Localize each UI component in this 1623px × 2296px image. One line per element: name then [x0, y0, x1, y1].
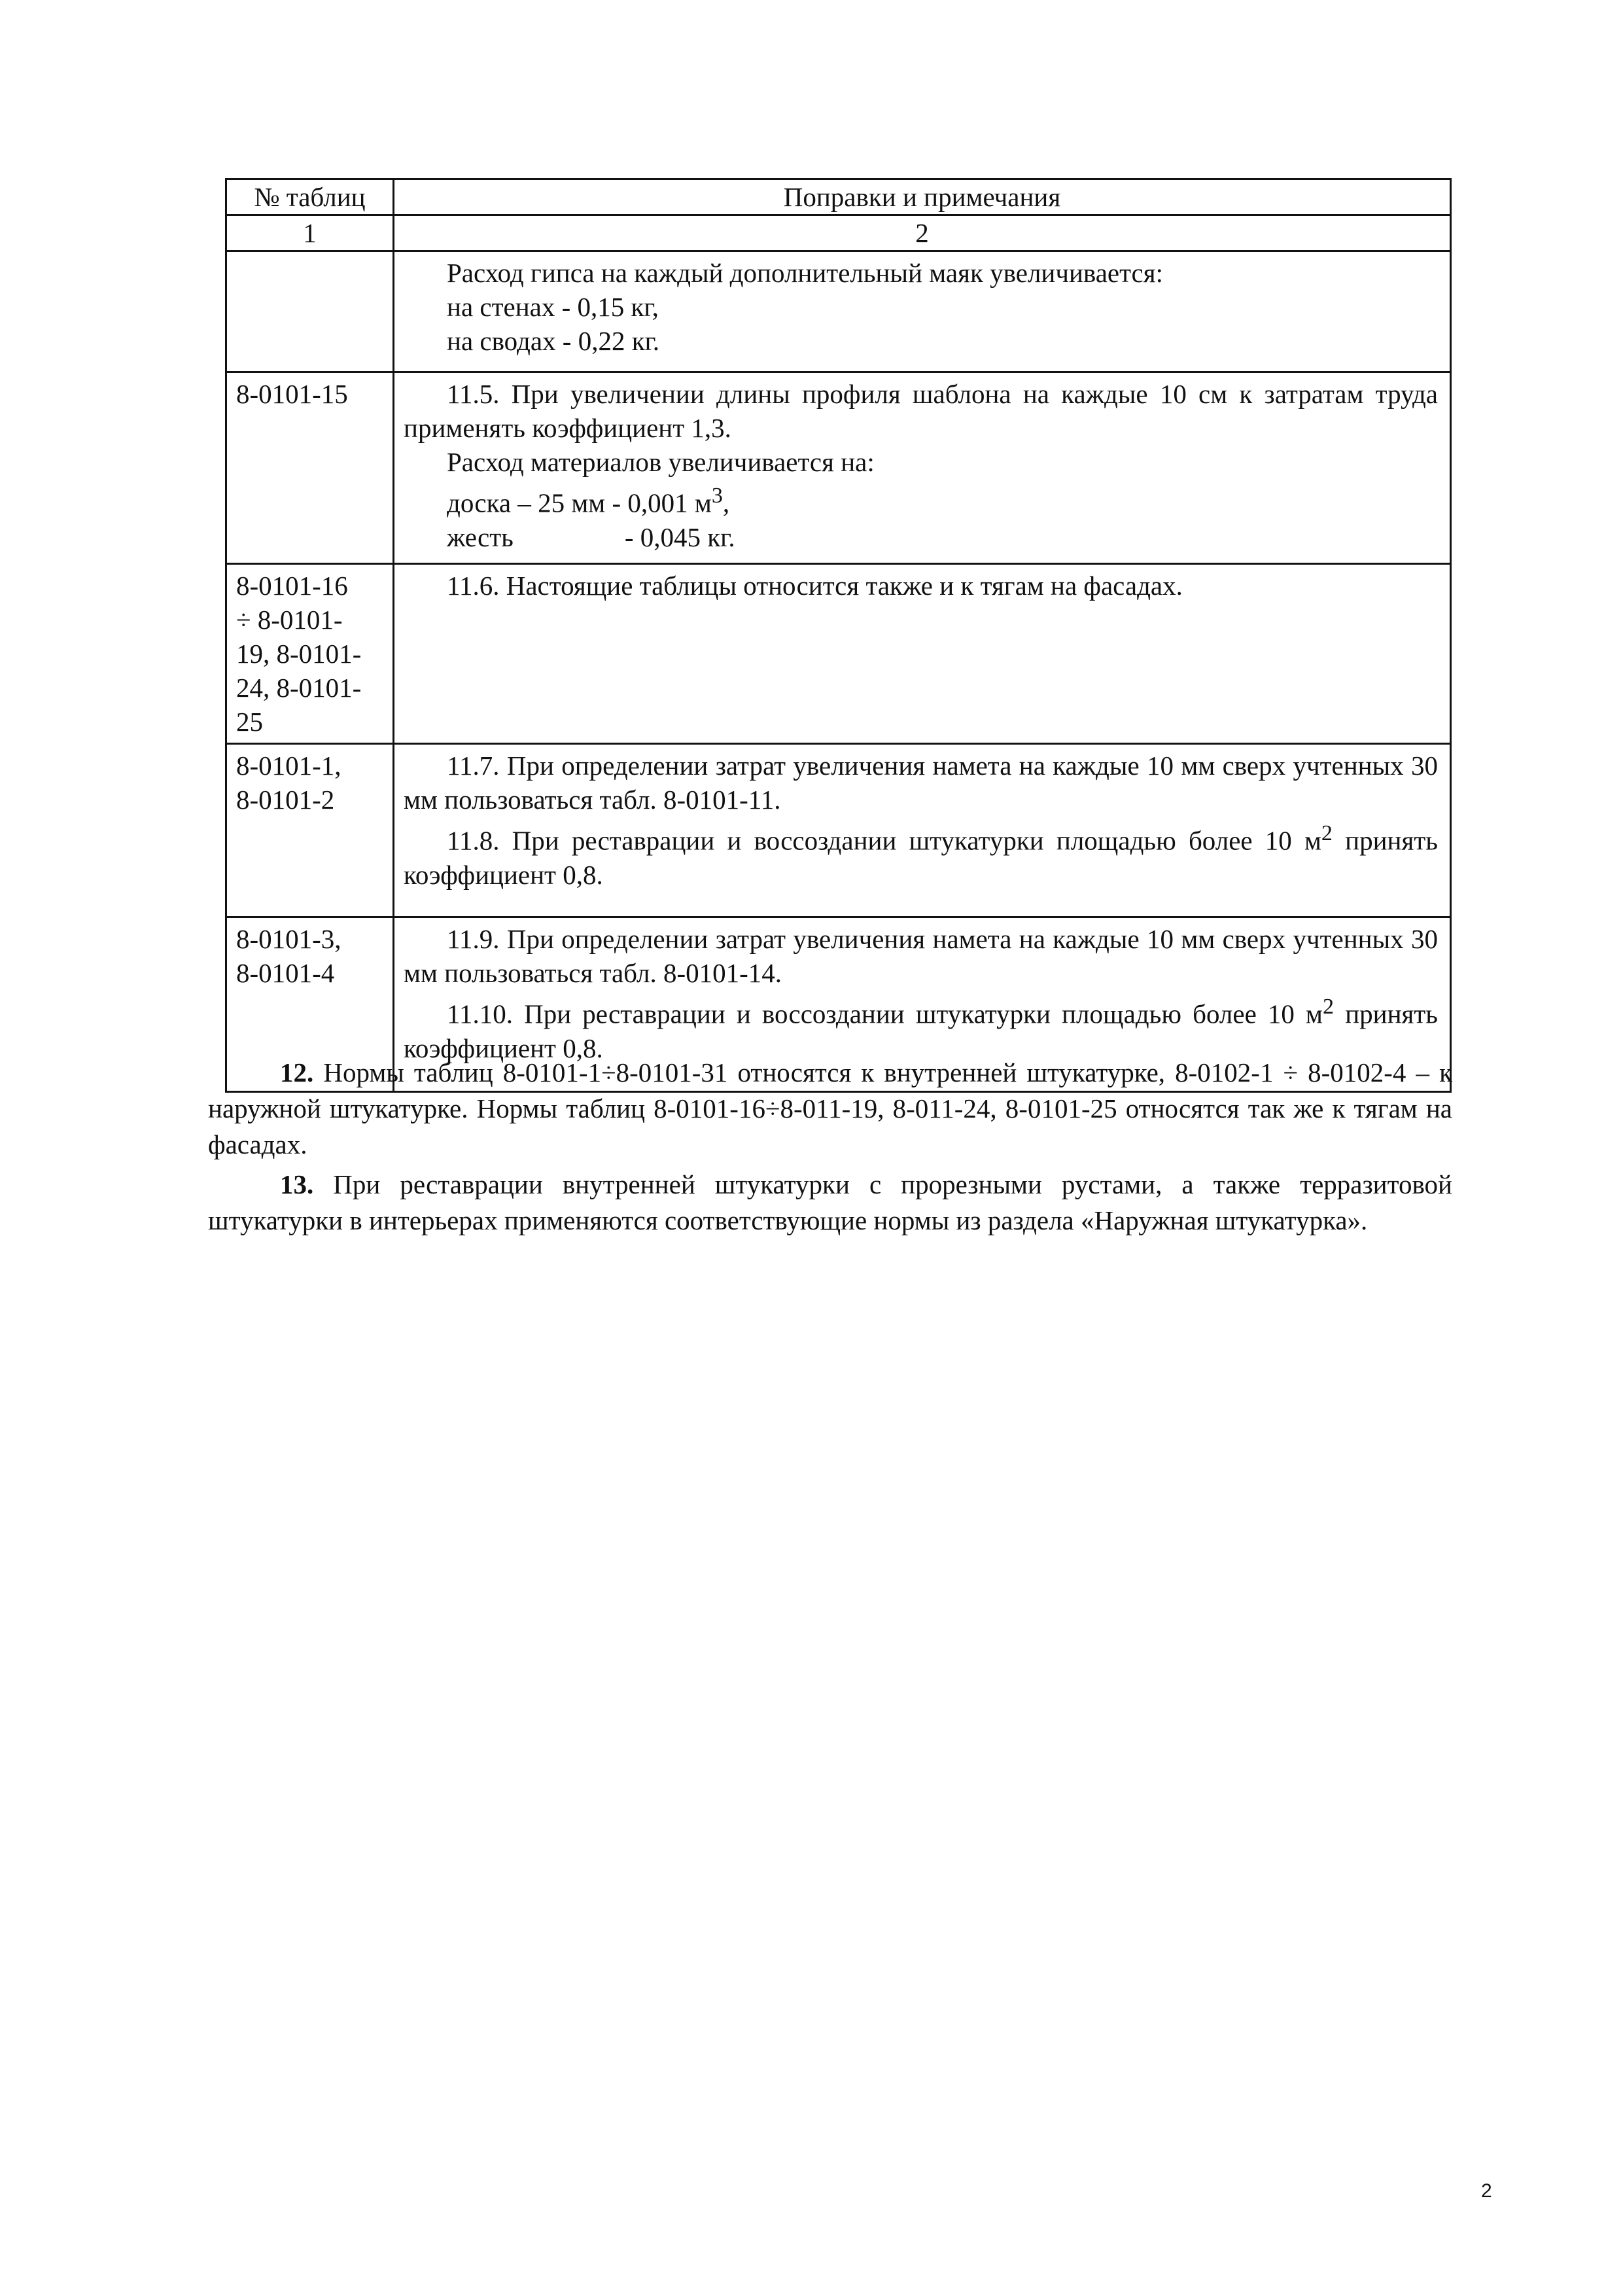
- header-table-number: № таблиц: [226, 179, 394, 215]
- table-code-cell: 8-0101-16 ÷ 8-0101- 19, 8-0101- 24, 8-0101- 25: [226, 564, 394, 744]
- table-note-cell: [394, 564, 1451, 744]
- corrections-table: [225, 178, 1452, 1093]
- column-number-2: 2: [394, 215, 1451, 251]
- note-line: [404, 520, 1438, 554]
- table-header-row: [226, 179, 1451, 215]
- note-text: ,: [722, 487, 730, 518]
- unit-exponent: 2: [1322, 995, 1335, 1019]
- column-numbering-row: [226, 215, 1451, 251]
- note-text: 11.8. При реставрации и воссоздании штукатурки площадью более 10 м: [447, 825, 1321, 856]
- unit-exponent: 3: [711, 484, 723, 508]
- note-text: жесть: [447, 521, 514, 552]
- column-number-1: 1: [226, 215, 394, 251]
- note-line: Расход гипса на каждый дополнительный маяк увеличивается:: [447, 258, 1163, 288]
- note-paragraph-13: [208, 1167, 1452, 1239]
- paragraph-number: 12.: [280, 1057, 314, 1087]
- table-code-cell: [226, 251, 394, 372]
- note-line: [404, 990, 1438, 1065]
- table-code-cell: 8-0101-1, 8-0101-2: [226, 744, 394, 917]
- table-row: [226, 251, 1451, 372]
- table-note-cell: [394, 372, 1451, 564]
- table-note-cell: [394, 744, 1451, 917]
- note-line: [404, 817, 1438, 892]
- note-text: 11.10. При реставрации и воссоздании штукатурки площадью более 10 м: [447, 998, 1323, 1029]
- note-text: доска – 25 мм - 0,001 м: [447, 487, 712, 518]
- table-row: [226, 372, 1451, 564]
- note-line: 11.6. Настоящие таблицы относится также и к тягам на фасадах.: [447, 571, 1183, 601]
- table-code-cell: 8-0101-15: [226, 372, 394, 564]
- note-line: 11.5. При увеличении длины профиля шаблона на каждые 10 см к затратам труда применять коэффициент 1,3.: [404, 379, 1438, 443]
- note-paragraph-12: [208, 1055, 1452, 1163]
- note-line: Расход материалов увеличивается на:: [447, 447, 875, 477]
- note-text: - 0,045 кг.: [624, 521, 735, 552]
- paragraph-text: При реставрации внутренней штукатурки с прорезными рустами, а также терразитовой штукатурки в интерьерах применяются соответствующие нормы из раздела «Наружная штукатурка».: [208, 1169, 1452, 1235]
- notes-section: [208, 1055, 1452, 1243]
- note-line: на сводах - 0,22 кг.: [447, 326, 660, 356]
- header-corrections: Поправки и примечания: [394, 179, 1451, 215]
- note-line: [404, 479, 1438, 520]
- table-code-cell: 8-0101-3, 8-0101-4: [226, 917, 394, 1092]
- note-line: 11.7. При определении затрат увеличения намета на каждые 10 мм сверх учтенных 30 мм пользоваться табл. 8-0101-11.: [404, 751, 1438, 815]
- note-line: на стенах - 0,15 кг,: [447, 292, 659, 322]
- note-line: 11.9. При определении затрат увеличения намета на каждые 10 мм сверх учтенных 30 мм пользоваться табл. 8-0101-14.: [404, 924, 1438, 988]
- table-row: [226, 744, 1451, 917]
- page-number: 2: [1481, 2180, 1492, 2202]
- table-row: [226, 564, 1451, 744]
- unit-exponent: 2: [1321, 821, 1333, 845]
- note-text: принять коэффициент 0,8.: [404, 998, 1438, 1063]
- table-note-cell: [394, 251, 1451, 372]
- paragraph-text: Нормы таблиц 8-0101-1÷8-0101-31 относятся к внутренней штукатурке, 8-0102-1 ÷ 8-0102-4 – к наружной штукатурке. Нормы таблиц 8-0101-16÷8-011-19, 8-011-24, 8-0101-25 относятся так же к тягам на фасадах.: [208, 1057, 1452, 1159]
- paragraph-number: 13.: [280, 1169, 314, 1199]
- note-text: принять коэффициент 0,8.: [404, 825, 1438, 890]
